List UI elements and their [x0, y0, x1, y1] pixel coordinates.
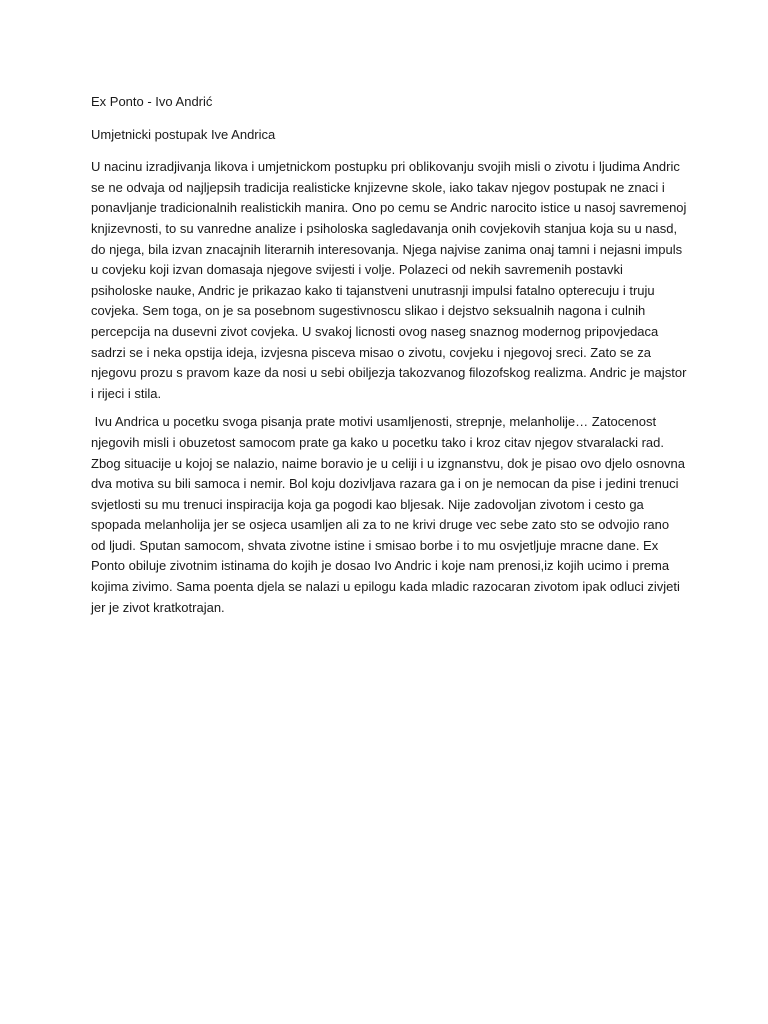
paragraph-1: U nacinu izradjivanja likova i umjetnickom postupku pri oblikovanju svojih misli o zivotu i ljudima Andric se ne odvaja od najljepsih tradicija realisticke knjizevne skole, iako takav njegov postupak ne znaci i ponavljanje tradicionalnih realistickih manira. Ono po cemu se Andric narocito istice u nasoj savremenoj knjizevnosti, to su vanredne analize i psiholoska sagledavanja onih covjekovih stanjua koja su u nasd, do njega, bila izvan znacajnih literarnih interesovanja. Njega najvise zanima onaj tamni i nejasni impuls u covjeku koji izvan domasaja njegove svijesti i volje. Polazeci od nekih savremenih postavki psiholoske nauke, Andric je prikazao kako ti tajanstveni unutrasnji impulsi fatalno opterecuju i truju covjeka. Sem toga, on je sa posebnom sugestivnoscu slikao i dejstvo seksualnih nagona i culnih percepcija na dusevni zivot covjeka. U svakoj licnosti ovog naseg snaznog modernog pripovjedaca sadrzi se i neka opstija ideja, izvjesna pisceva misao o zivotu, covjeku i njegovoj sreci. Zato se za njegovu prozu s pravom kaze da nosi u sebi obiljezja takozvanog filozofskog realizma. Andric je majstor i rijeci i stila.	[91, 159, 687, 401]
document-subtitle: Umjetnicki postupak Ive Andrica	[91, 126, 276, 142]
document-title: Ex Ponto - Ivo Andrić	[91, 94, 213, 109]
paragraph-2: Ivu Andrica u pocetku svoga pisanja prate motivi usamljenosti, strepnje, melanholije… Zatocenost njegovih misli i obuzetost samocom prate ga kako u pocetku tako i kroz citav njegov stvaralacki rad. Zbog situacije u kojoj se nalazio, naime boravio je u celiji i u izgnanstvu, dok je pisao ovo djelo osnovna dva motiva su bili samoca i nemir. Bol koju dozivljava razara ga i on je nemocan da pise i jedini trenuci svjetlosti su mu trenuci inspiracija koja ga pogodi kao bljesak. Nije zadovoljan zivotom i cesto ga spopada melanholija jer se osjeca usamljen ali za to ne krivi druge vec sebe zato sto se odvojio rano od ljudi. Sputan samocom, shvata zivotne istine i smisao borbe i to mu osvjetljuje mracne dane. Ex Ponto obiluje zivotnim istinama do kojih je dosao Ivo Andric i koje nam prenosi,iz kojih ucimo i prema kojima zivimo. Sama poenta djela se nalazi u epilogu kada mladic razocaran zivotom ipak odluci zivjeti jer je zivot kratkotrajan.	[91, 414, 689, 615]
document-page	[91, 92, 687, 626]
